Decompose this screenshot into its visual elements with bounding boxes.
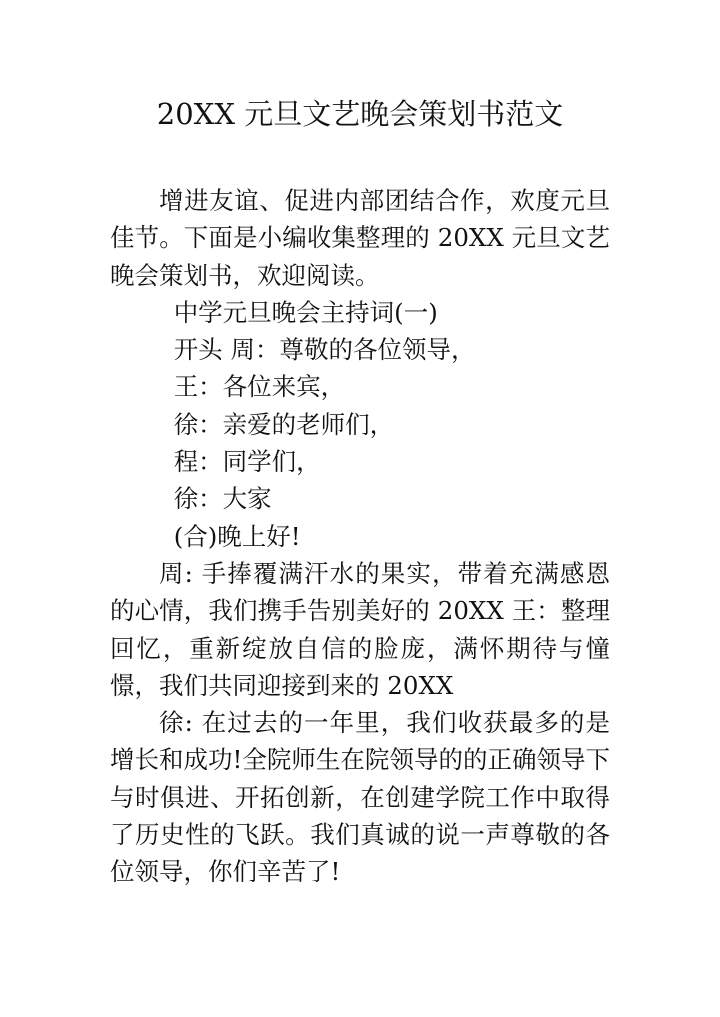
body-paragraph: 徐: 在过去的一年里，我们收获最多的是增长和成功!全院师生在院领导的的正确领导下与时俱进、开拓创新，在创建学院工作中取得了历史性的飞跃。我们真诚的说一声尊敬的各位领导，你们辛苦了! (110, 708, 610, 887)
body-paragraph: 周: 手捧覆满汗水的果实，带着充满感恩的心情，我们携手告别美好的 20XX 王：整理回忆，重新绽放自信的脸庞，满怀期待与憧憬，我们共同迎接到来的 20XX (110, 558, 610, 700)
document-body (110, 182, 610, 891)
intro-paragraph: 增进友谊、促进内部团结合作，欢度元旦佳节。下面是小编收集整理的 20XX 元旦文艺晚会策划书，欢迎阅读。 (110, 186, 610, 290)
script-line: 王：各位来宾， (173, 372, 346, 402)
script-line: 徐：大家 (173, 484, 272, 514)
document-title: 20XX 元旦文艺晚会策划书范文 (156, 97, 564, 131)
script-line: 程：同学们， (173, 447, 321, 477)
script-line: 徐：亲爱的老师们， (173, 409, 395, 439)
script-heading: 中学元旦晚会主持词(一) (173, 297, 438, 327)
script-line: 开头 周：尊敬的各位领导， (173, 335, 476, 365)
script-line: (合)晚上好! (173, 521, 301, 551)
